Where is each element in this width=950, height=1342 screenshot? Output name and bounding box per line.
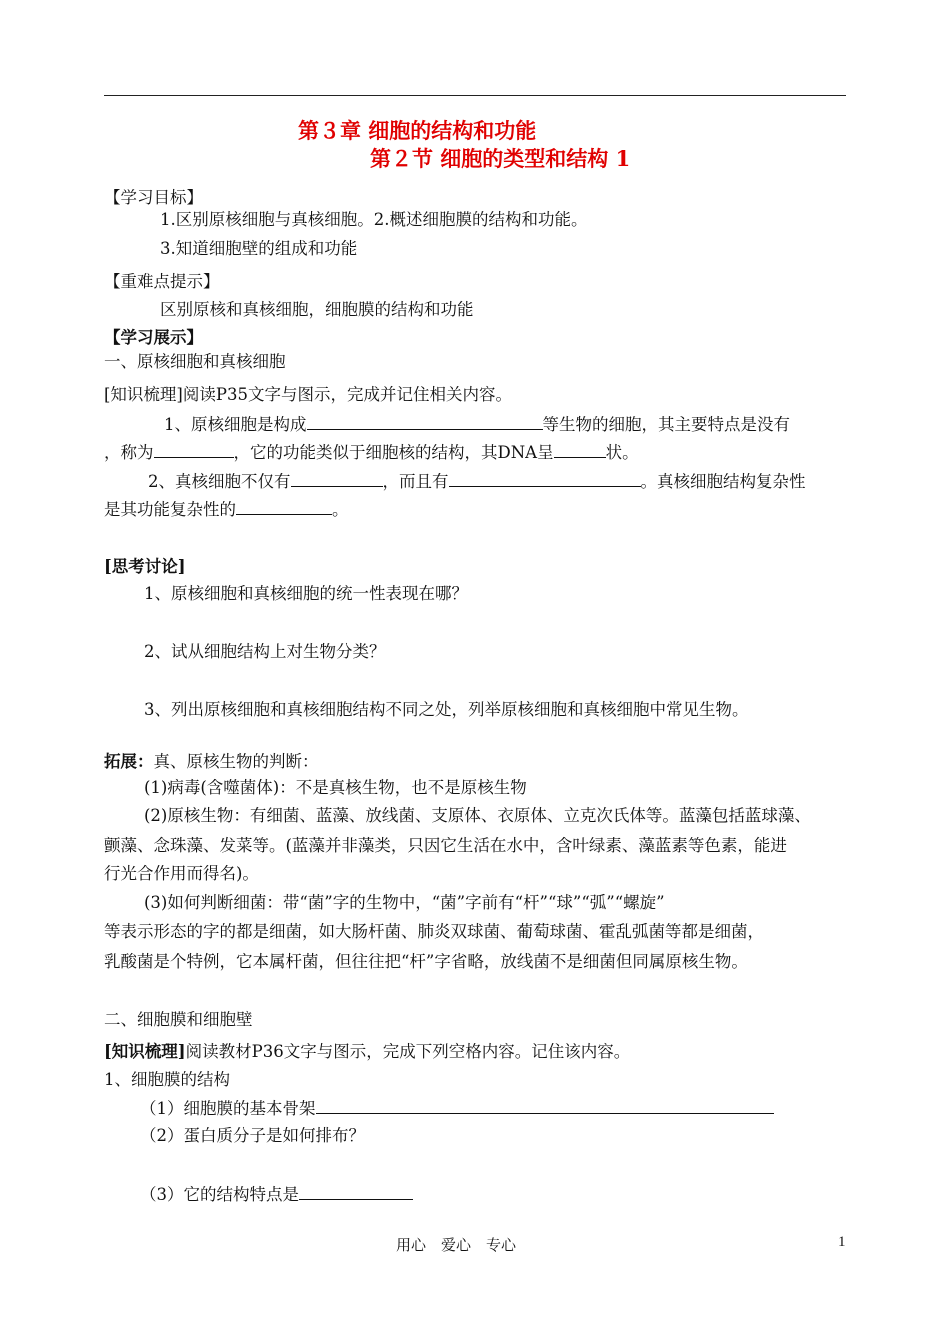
fill-text: 状。 [605, 443, 639, 462]
fill-line-1 [164, 414, 790, 435]
page-footer: 用心 爱心 专心 [396, 1236, 517, 1254]
extend-point-3a: (3)如何判断细菌：带“菌”字的生物中，“菌”字前有“杆”“球”“弧”“螺旋” [144, 893, 665, 912]
part1-heading: 一、原核细胞和真核细胞 [104, 352, 286, 371]
key-line: 区别原核和真核细胞，细胞膜的结构和功能 [160, 300, 474, 319]
extend-point-2b: 颤藻、念珠藻、发菜等。(蓝藻并非藻类，只因它生活在水中，含叶绿素、藻蓝素等色素，能进 [104, 836, 787, 855]
discuss-question-1: 1、原核细胞和真核细胞的统一性表现在哪？ [144, 584, 468, 603]
answer-blank[interactable] [449, 471, 641, 487]
read-instruction-1: [知识梳理]阅读P35文字与图示，完成并记住相关内容。 [104, 385, 512, 404]
fill-text: 是其功能复杂性的 [104, 500, 236, 519]
section-title: 第２节 细胞的类型和结构 1 [370, 146, 631, 171]
discuss-question-2: 2、试从细胞结构上对生物分类？ [144, 642, 386, 661]
answer-blank[interactable] [299, 1184, 413, 1200]
fill-text: 。 [332, 500, 349, 519]
extend-label: 拓展： [104, 752, 154, 771]
read-text: 阅读教材P36文字与图示，完成下列空格内容。记住该内容。 [185, 1042, 631, 1061]
answer-blank[interactable] [307, 414, 543, 430]
answer-blank[interactable] [291, 471, 383, 487]
extend-intro [104, 752, 319, 772]
fill-text: 等生物的细胞，其主要特点是没有 [542, 415, 790, 434]
chapter-title: 第３章 细胞的结构和功能 [298, 118, 537, 143]
key-heading: 【重难点提示】 [104, 272, 220, 291]
goals-line-2: 3.知道细胞壁的组成和功能 [160, 239, 358, 258]
membrane-question-1 [140, 1098, 774, 1119]
answer-blank[interactable] [154, 442, 234, 458]
extend-point-3b: 等表示形态的字的都是细菌，如大肠杆菌、肺炎双球菌、葡萄球菌、霍乱弧菌等都是细菌， [104, 922, 764, 941]
fill-line-3 [148, 471, 806, 492]
show-heading: 【学习展示】 [104, 328, 203, 347]
extend-point-3c: 乳酸菌是个特例，它本属杆菌，但往往把“杆”字省略，放线菌不是细菌但同属原核生物。 [104, 952, 748, 971]
extend-point-2c: 行光合作用而得名)。 [104, 864, 259, 883]
goals-heading: 【学习目标】 [104, 188, 203, 207]
fill-text: 2、真核细胞不仅有 [148, 472, 291, 491]
answer-blank[interactable] [316, 1098, 774, 1114]
membrane-question-2: （2）蛋白质分子是如何排布？ [140, 1126, 365, 1145]
read-instruction-2 [104, 1042, 630, 1062]
membrane-question-3 [140, 1184, 413, 1205]
extend-point-2a: (2)原核生物：有细菌、蓝藻、放线菌、支原体、衣原体、立克次氏体等。蓝藻包括蓝球藻、 [144, 806, 811, 825]
fill-line-4 [104, 499, 349, 520]
answer-blank[interactable] [554, 442, 606, 458]
fill-text: （1）细胞膜的基本骨架 [140, 1099, 316, 1118]
fill-text: ，而且有 [382, 472, 449, 491]
fill-text: ，称为 [104, 443, 154, 462]
fill-text: 1、原核细胞是构成 [164, 415, 307, 434]
extend-intro-text: 真、原核生物的判断： [153, 752, 319, 771]
fill-text: （3）它的结构特点是 [140, 1185, 299, 1204]
fill-text: ，它的功能类似于细胞核的结构，其DNA呈 [233, 443, 554, 462]
answer-blank[interactable] [236, 499, 332, 515]
header-rule [104, 95, 846, 96]
goals-line-1: 1.区别原核细胞与真核细胞。2.概述细胞膜的结构和功能。 [160, 210, 588, 229]
discuss-question-3: 3、列出原核细胞和真核细胞结构不同之处，列举原核细胞和真核细胞中常见生物。 [144, 700, 749, 719]
fill-text: 。真核细胞结构复杂性 [640, 472, 806, 491]
membrane-structure-heading: 1、细胞膜的结构 [104, 1070, 230, 1089]
part2-heading: 二、细胞膜和细胞壁 [104, 1010, 253, 1029]
page-number: 1 [838, 1234, 846, 1250]
extend-point-1: (1)病毒(含噬菌体)：不是真核生物，也不是原核生物 [144, 778, 527, 797]
discuss-heading: [思考讨论] [104, 557, 186, 576]
read-label: [知识梳理] [104, 1042, 186, 1061]
fill-line-2 [104, 442, 639, 463]
